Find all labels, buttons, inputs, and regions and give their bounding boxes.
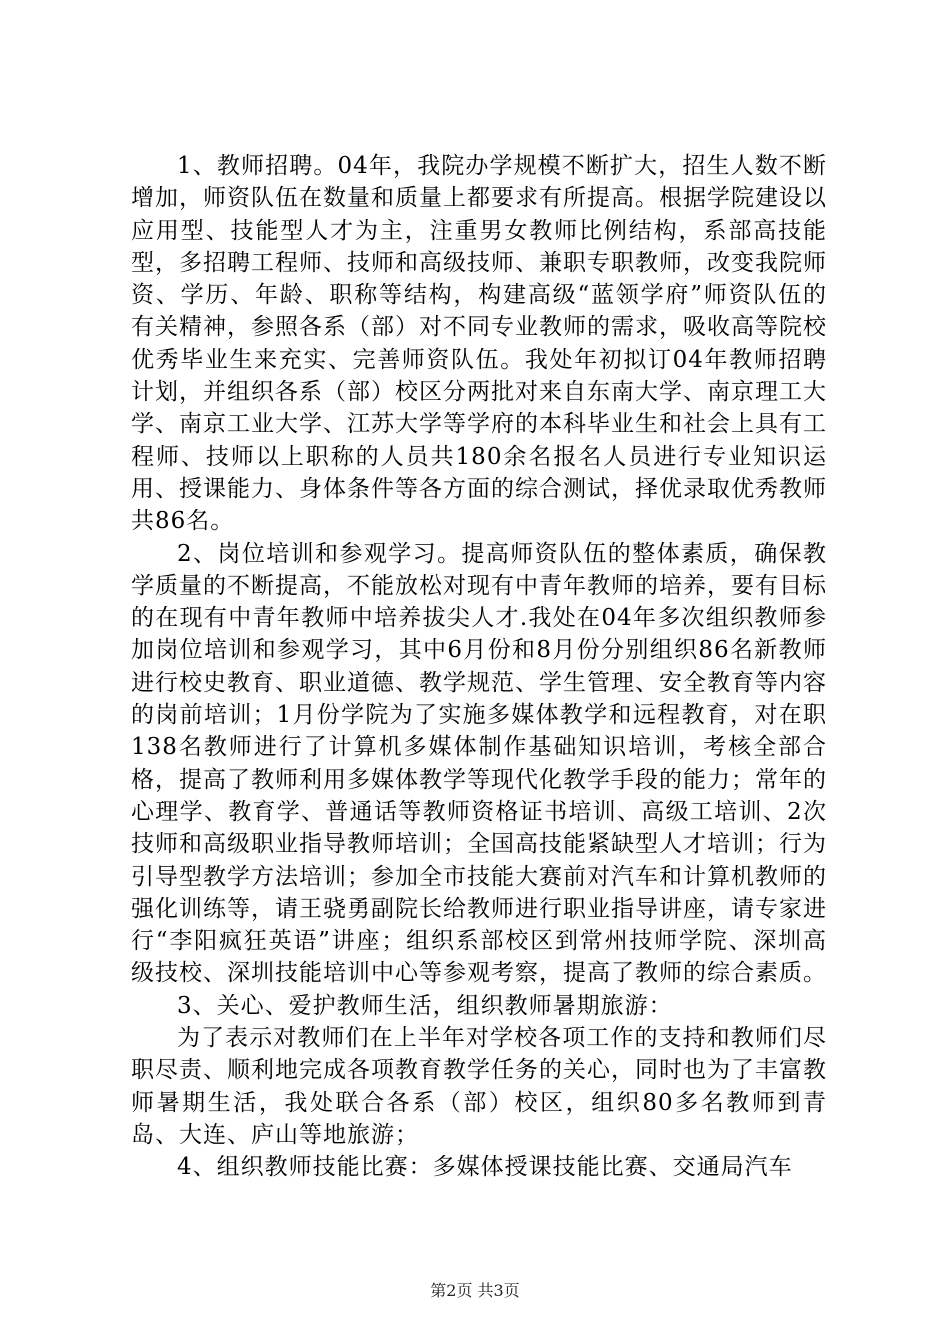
paragraph-summer-trip: 为了表示对教师们在上半年对学校各项工作的支持和教师们尽职尽责、顺利地完成各项教育教学任务的关心，同时也为了丰富教师暑期生活，我处联合各系（部）校区，组织80多名教师到青岛、大连、庐山等地旅游； [131, 1025, 827, 1148]
paragraph-skills-competition: 4、组织教师技能比赛：多媒体授课技能比赛、交通局汽车 [177, 1154, 793, 1181]
document-body [131, 150, 827, 1184]
page-number-footer: 第2页 共3页 [430, 1281, 520, 1300]
paragraph-care-heading: 3、关心、爱护教师生活，组织教师暑期旅游： [177, 992, 673, 1019]
paragraph-job-training: 2、岗位培训和参观学习。提高师资队伍的整体素质，确保教学质量的不断提高，不能放松对现有中青年教师的培养，要有目标的在现有中青年教师中培养拔尖人才.我处在04年多次组织教师参加岗位培训和参观学习，其中6月份和8月份分别组织86名新教师进行校史教育、职业道德、教学规范、学生管理、安全教育等内容的岗前培训；1月份学院为了实施多媒体教学和远程教育，对在职138名教师进行了计算机多媒体制作基础知识培训，考核全部合格，提高了教师利用多媒体教学等现代化教学手段的能力；常年的心理学、教育学、普通话等教师资格证书培训、高级工培训、2次技师和高级职业指导教师培训；全国高技能紧缺型人才培训；行为引导型教学方法培训；参加全市技能大赛前对汽车和计算机教师的强化训练等，请王骁勇副院长给教师进行职业指导讲座，请专家进行“李阳疯狂英语”讲座；组织系部校区到常州技师学院、深圳高级技校、深圳技能培训中心等参观考察，提高了教师的综合素质。 [131, 540, 827, 987]
paragraph-teacher-recruitment: 1、教师招聘。04年，我院办学规模不断扩大，招生人数不断增加，师资队伍在数量和质量上都要求有所提高。根据学院建设以应用型、技能型人才为主，注重男女教师比例结构，系部高技能型，多招聘工程师、技师和高级技师、兼职专职教师，改变我院师资、学历、年龄、职称等结构，构建高级“蓝领学府”师资队伍的有关精神，参照各系（部）对不同专业教师的需求，吸收高等院校优秀毕业生来充实、完善师资队伍。我处年初拟订04年教师招聘计划，并组织各系（部）校区分两批对来自东南大学、南京理工大学、南京工业大学、江苏大学等学府的本科毕业生和社会上具有工程师、技师以上职称的人员共180余名报名人员进行专业知识运用、授课能力、身体条件等各方面的综合测试，择优录取优秀教师共86名。 [131, 153, 827, 535]
